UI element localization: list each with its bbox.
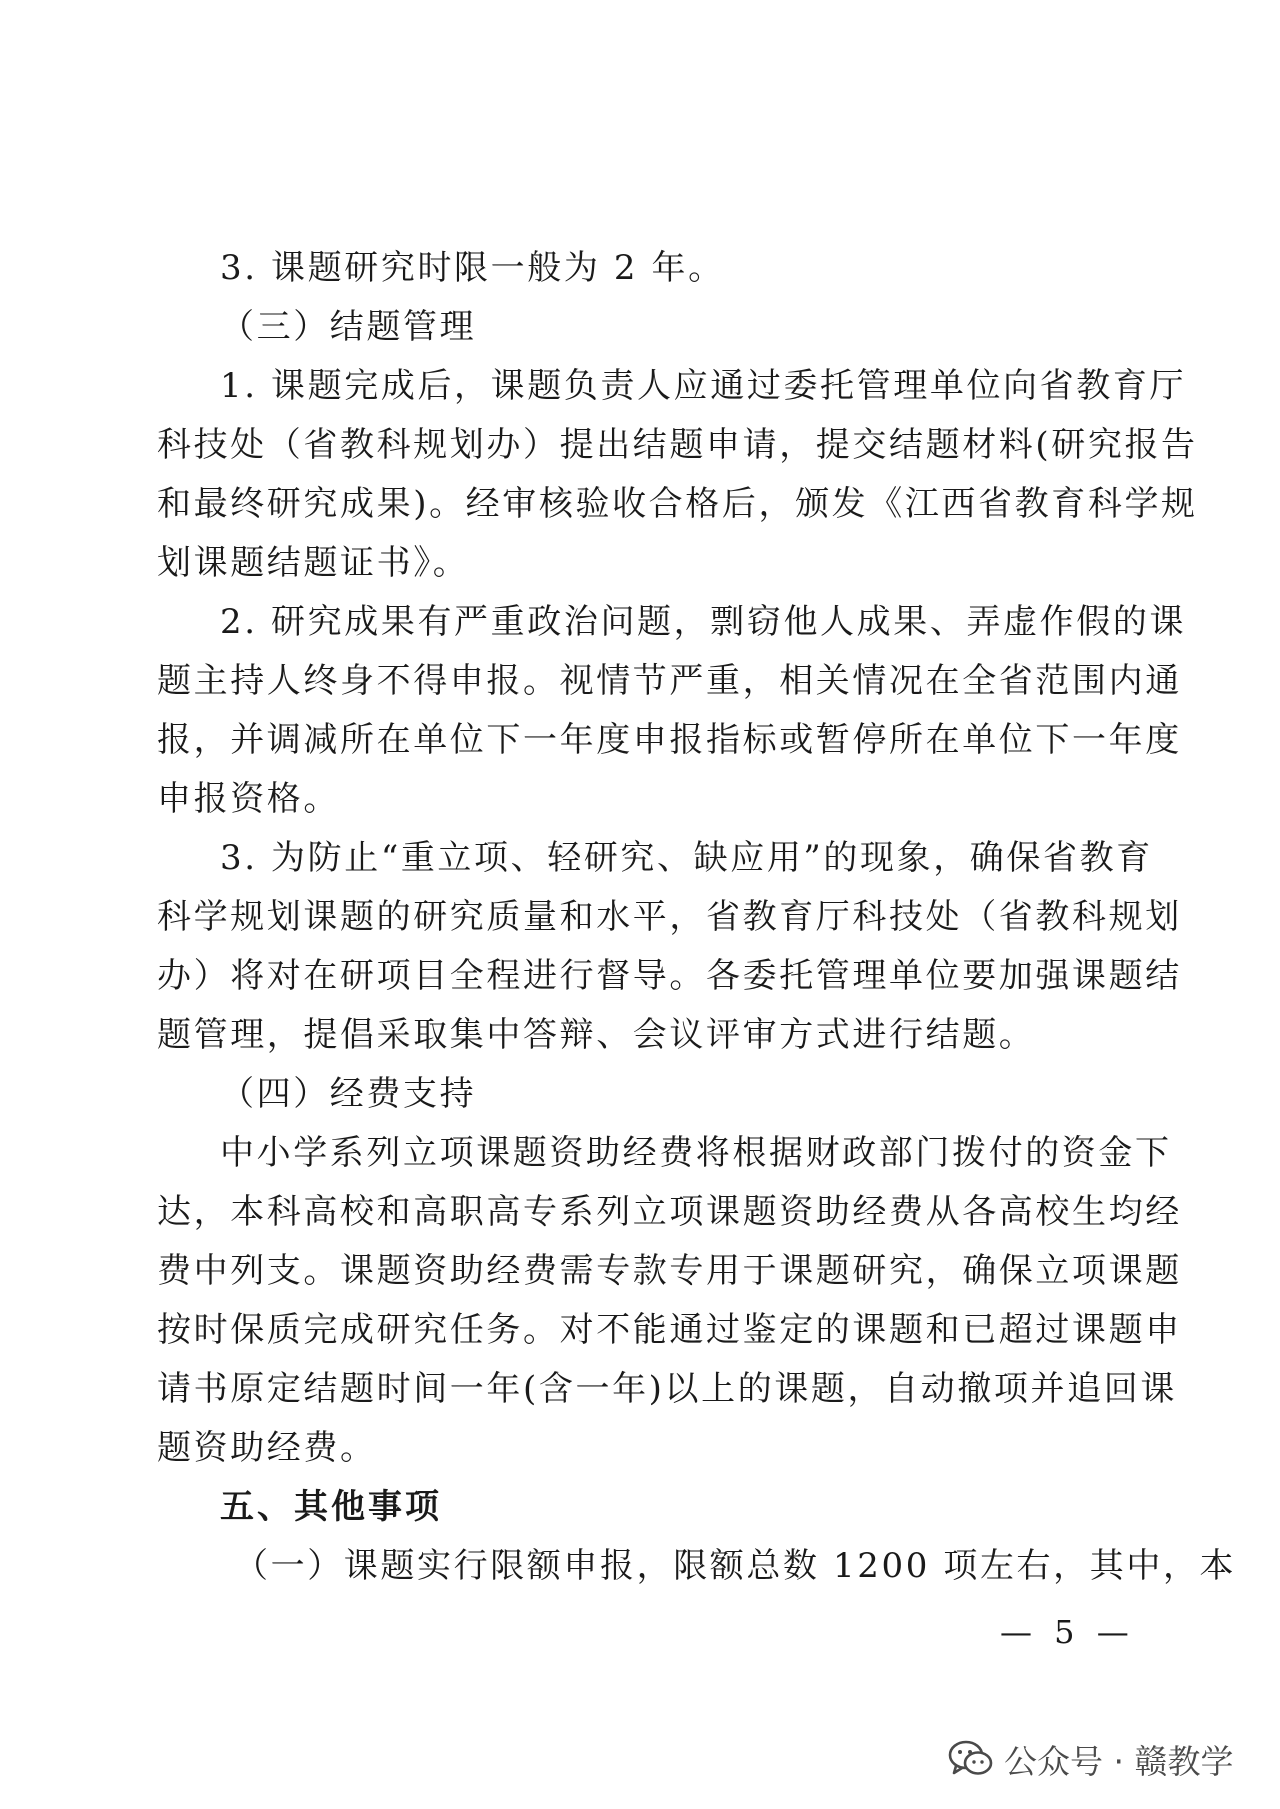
paragraph-line: 划课题结题证书》。 — [157, 543, 470, 583]
paragraph-line: 请书原定结题时间一年(含一年)以上的课题，自动撤项并追回课 — [157, 1369, 1177, 1409]
paragraph-line: 申报资格。 — [157, 779, 340, 819]
paragraph-line: 和最终研究成果)。经审核验收合格后，颁发《江西省教育科学规 — [157, 484, 1198, 524]
paragraph-line: 按时保质完成研究任务。对不能通过鉴定的课题和已超过课题申 — [157, 1310, 1182, 1350]
paragraph-line: 题主持人终身不得申报。视情节严重，相关情况在全省范围内通 — [157, 661, 1182, 701]
paragraph-line: 3. 课题研究时限一般为 2 年。 — [220, 248, 725, 288]
watermark-text: 公众号 · 赣教学 — [1004, 1741, 1234, 1781]
watermark — [948, 1736, 1233, 1782]
paragraph-line: 中小学系列立项课题资助经费将根据财政部门拨付的资金下 — [220, 1133, 1172, 1173]
paragraph-line: 报，并调减所在单位下一年度申报指标或暂停所在单位下一年度 — [157, 720, 1182, 760]
paragraph-line: （一）课题实行限额申报，限额总数 1200 项左右，其中，本 — [234, 1546, 1237, 1586]
paragraph-line: 题资助经费。 — [157, 1428, 377, 1468]
section-heading: （三）结题管理 — [220, 307, 477, 347]
paragraph-line: 达，本科高校和高职高专系列立项课题资助经费从各高校生均经 — [157, 1192, 1182, 1232]
section-heading: （四）经费支持 — [220, 1074, 477, 1114]
paragraph-line: 3. 为防止“重立项、轻研究、缺应用”的现象，确保省教育 — [220, 838, 1153, 878]
wechat-icon — [948, 1739, 994, 1779]
paragraph-line: 办）将对在研项目全程进行督导。各委托管理单位要加强课题结 — [157, 956, 1182, 996]
paragraph-line: 1. 课题完成后，课题负责人应通过委托管理单位向省教育厅 — [220, 366, 1187, 406]
chapter-heading: 五、其他事项 — [220, 1487, 442, 1527]
paragraph-line: 费中列支。课题资助经费需专款专用于课题研究，确保立项课题 — [157, 1251, 1182, 1291]
page-number: — 5 — — [1000, 1613, 1135, 1651]
paragraph-line: 科技处（省教科规划办）提出结题申请，提交结题材料(研究报告 — [157, 425, 1198, 465]
paragraph-line: 科学规划课题的研究质量和水平，省教育厅科技处（省教科规划 — [157, 897, 1182, 937]
paragraph-line: 题管理，提倡采取集中答辩、会议评审方式进行结题。 — [157, 1015, 1036, 1055]
paragraph-line: 2. 研究成果有严重政治问题，剽窃他人成果、弄虚作假的课 — [220, 602, 1187, 642]
